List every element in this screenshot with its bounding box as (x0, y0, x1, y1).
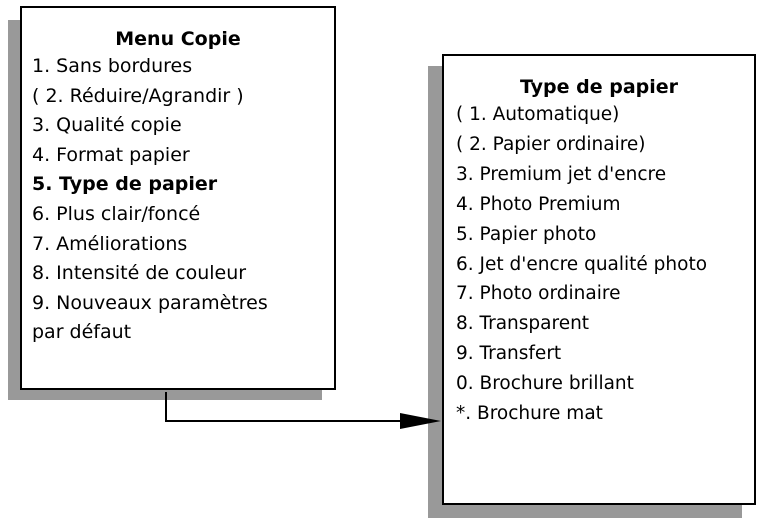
paper-option-jet-encre-qualite-photo[interactable]: 6. Jet d'encre qualité photo (456, 253, 708, 275)
menu-item-qualite-copie[interactable]: 3. Qualité copie (32, 114, 182, 137)
paper-option-transfert[interactable]: 9. Transfert (456, 343, 562, 365)
connector-line (166, 392, 402, 421)
menu-item-nouveaux-parametres[interactable]: 9. Nouveaux paramètres (32, 291, 268, 314)
paper-option-photo-premium[interactable]: 4. Photo Premium (456, 193, 621, 215)
menu-copie-title: Menu Copie (115, 28, 241, 50)
menu-item-ameliorations[interactable]: 7. Améliorations (32, 232, 188, 255)
menu-item-nouveaux-parametres-cont[interactable]: par défaut (32, 321, 132, 344)
paper-option-brochure-brillant[interactable]: 0. Brochure brillant (456, 373, 634, 395)
menu-item-intensite-couleur[interactable]: 8. Intensité de couleur (32, 262, 247, 285)
paper-option-photo-ordinaire[interactable]: 7. Photo ordinaire (456, 283, 621, 305)
arrowhead-icon (400, 413, 441, 429)
paper-option-brochure-mat[interactable]: *. Brochure mat (456, 403, 603, 425)
menu-item-reduire-agrandir[interactable]: ( 2. Réduire/Agrandir ) (32, 84, 244, 107)
paper-option-papier-photo[interactable]: 5. Papier photo (456, 223, 597, 245)
menu-item-format-papier[interactable]: 4. Format papier (32, 143, 190, 166)
menu-item-plus-clair-fonce[interactable]: 6. Plus clair/foncé (32, 202, 201, 225)
menu-item-type-de-papier[interactable]: 5. Type de papier (32, 173, 218, 196)
paper-option-transparent[interactable]: 8. Transparent (456, 313, 590, 335)
menu-item-sans-bordures[interactable]: 1. Sans bordures (32, 55, 193, 77)
paper-option-premium-jet-encre[interactable]: 3. Premium jet d'encre (456, 163, 667, 185)
paper-option-papier-ordinaire[interactable]: ( 2. Papier ordinaire) (456, 133, 646, 155)
type-de-papier-title: Type de papier (519, 76, 679, 98)
paper-option-automatique[interactable]: ( 1. Automatique) (456, 104, 620, 125)
